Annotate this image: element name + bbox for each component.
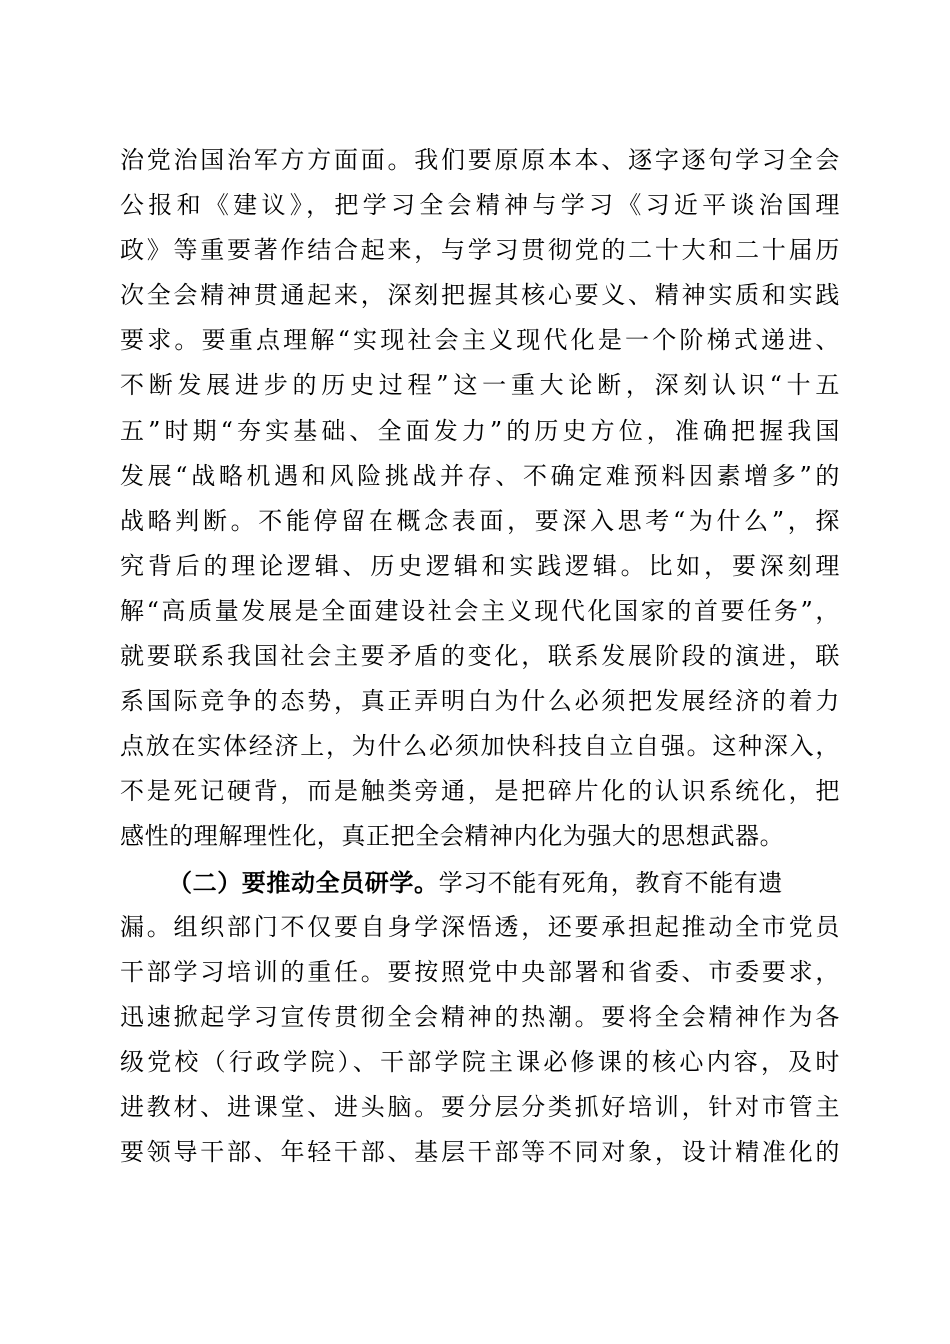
paragraph-1-line: 解“高质量发展是全面建设社会主义现代化国家的首要任务”， (120, 596, 840, 625)
paragraph-2-first-line-text: 学习不能有死角，教育不能有遗 (438, 868, 784, 897)
paragraph-2-line: 漏。组织部门不仅要自身学深悟透，还要承担起推动全市党员 (120, 912, 840, 941)
paragraph-1-line: 就要联系我国社会主要矛盾的变化，联系发展阶段的演进，联 (120, 642, 840, 671)
body-text (120, 138, 840, 1175)
section-heading: （二）要推动全员研学。 (168, 867, 439, 897)
paragraph-1-line: 公报和《建议》，把学习全会精神与学习《习近平谈治国理 (120, 191, 840, 220)
paragraph-2-first-line (120, 860, 840, 905)
paragraph-1-last-line: 感性的理解理性化，真正把全会精神内化为强大的思想武器。 (120, 822, 785, 851)
paragraph-1-line: 次全会精神贯通起来，深刻把握其核心要义、精神实质和实践 (120, 281, 840, 310)
paragraph-1-line: 究背后的理论逻辑、历史逻辑和实践逻辑。比如，要深刻理 (120, 551, 840, 580)
paragraph-1-line: 不是死记硬背，而是触类旁通，是把碎片化的认识系统化，把 (120, 777, 840, 806)
paragraph-2-line: 级党校（行政学院）、干部学院主课必修课的核心内容，及时 (120, 1047, 840, 1076)
paragraph-1-line: 战略判断。不能停留在概念表面，要深入思考“为什么”，探 (120, 506, 840, 535)
paragraph-1-line: 不断发展进步的历史过程”这一重大论断，深刻认识“十五 (120, 371, 840, 400)
paragraph-1-line: 政》等重要著作结合起来，与学习贯彻党的二十大和二十届历 (120, 236, 840, 265)
paragraph-2-line: 干部学习培训的重任。要按照党中央部署和省委、市委要求， (120, 957, 840, 986)
paragraph-1-line: 系国际竞争的态势，真正弄明白为什么必须把发展经济的着力 (120, 687, 840, 716)
paragraph-1-line: 点放在实体经济上，为什么必须加快科技自立自强。这种深入， (120, 732, 840, 761)
paragraph-2-line: 迅速掀起学习宣传贯彻全会精神的热潮。要将全会精神作为各 (120, 1002, 840, 1031)
paragraph-1-line: 五”时期“夯实基础、全面发力”的历史方位，准确把握我国 (120, 416, 840, 445)
paragraph-2-line: 进教材、进课堂、进头脑。要分层分类抓好培训，针对市管主 (120, 1092, 840, 1121)
paragraph-1-line: 治党治国治军方方面面。我们要原原本本、逐字逐句学习全会 (120, 146, 840, 174)
paragraph-1-line: 发展“战略机遇和风险挑战并存、不确定难预料因素增多”的 (120, 461, 840, 490)
paragraph-2-line: 要领导干部、年轻干部、基层干部等不同对象，设计精准化的 (120, 1138, 840, 1167)
paragraph-1-line: 要求。要重点理解“实现社会主义现代化是一个阶梯式递进、 (120, 326, 840, 355)
